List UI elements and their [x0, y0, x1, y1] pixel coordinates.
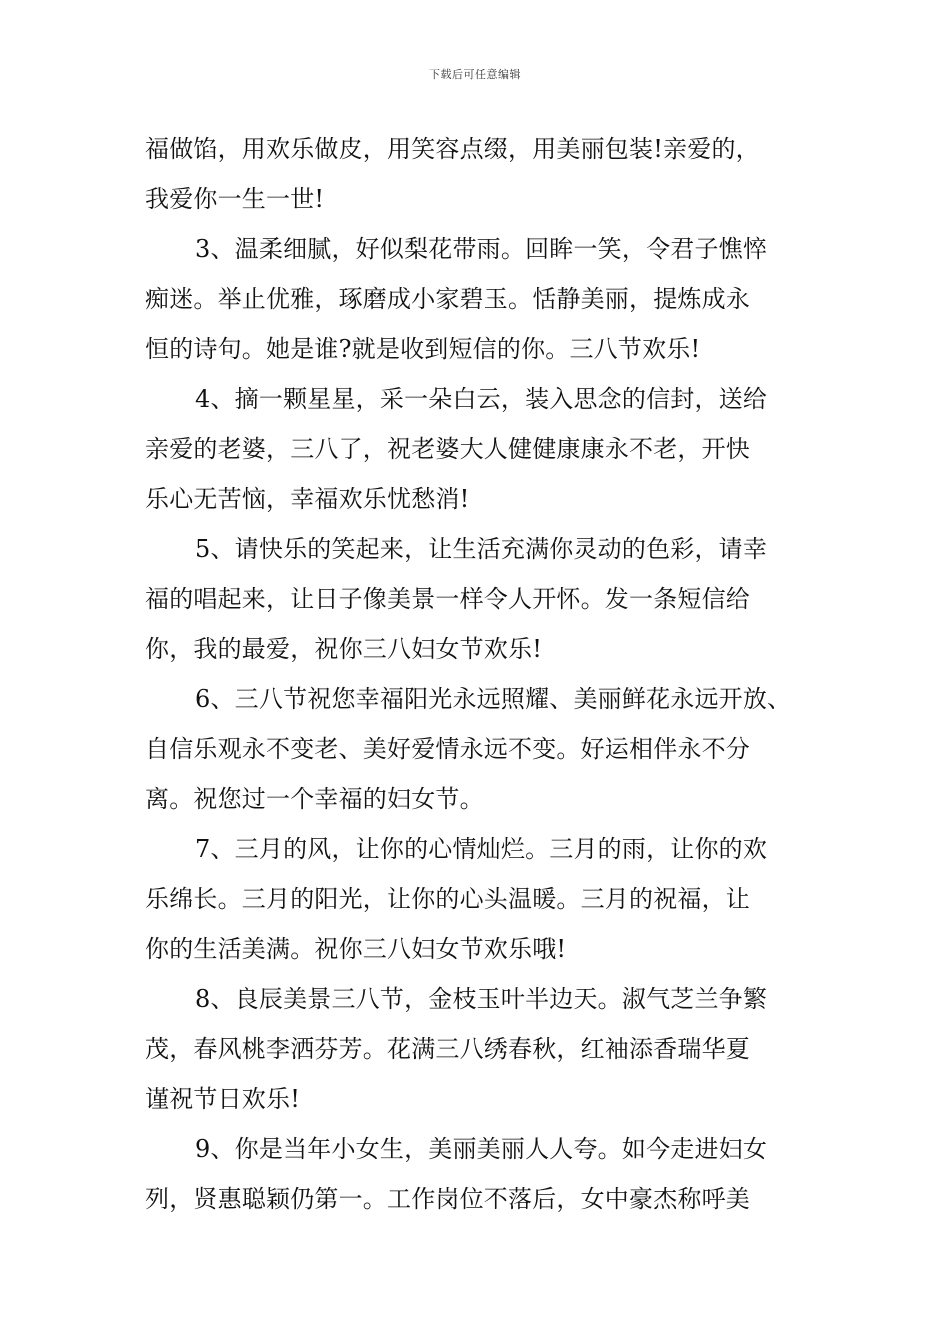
text-line: 自信乐观永不变老、美好爱情永远不变。好运相伴永不分 — [145, 735, 750, 763]
text-line: 9、你是当年小女生，美丽美丽人人夸。如今走进妇女 — [195, 1135, 768, 1163]
text-line: 痴迷。举止优雅，琢磨成小家碧玉。恬静美丽，提炼成永 — [145, 285, 750, 313]
text-line: 我爱你一生一世! — [145, 185, 325, 213]
text-line: 8、良辰美景三八节，金枝玉叶半边天。淑气芝兰争繁 — [195, 985, 768, 1013]
text-line: 离。祝您过一个幸福的妇女节。 — [145, 785, 484, 813]
text-line: 亲爱的老婆，三八了，祝老婆大人健健康康永不老，开快 — [145, 435, 750, 463]
text-line: 5、请快乐的笑起来，让生活充满你灵动的色彩，请幸 — [195, 535, 768, 563]
text-line: 3、温柔细腻，好似梨花带雨。回眸一笑，令君子憔悴 — [195, 235, 768, 263]
text-line: 列，贤惠聪颖仍第一。工作岗位不落后，女中豪杰称呼美 — [145, 1185, 750, 1213]
text-line: 乐心无苦恼，幸福欢乐忧愁消! — [145, 485, 470, 513]
text-line: 你的生活美满。祝你三八妇女节欢乐哦! — [145, 935, 567, 963]
text-line: 你，我的最爱，祝你三八妇女节欢乐! — [145, 635, 543, 663]
text-line: 6、三八节祝您幸福阳光永远照耀、美丽鲜花永远开放、 — [195, 685, 792, 713]
text-line: 福做馅，用欢乐做皮，用笑容点缀，用美丽包装!亲爱的， — [145, 135, 760, 163]
text-line: 乐绵长。三月的阳光，让你的心头温暖。三月的祝福，让 — [145, 885, 750, 913]
document-body — [145, 124, 810, 1224]
text-line: 福的唱起来，让日子像美景一样令人开怀。发一条短信给 — [145, 585, 750, 613]
text-line: 谨祝节日欢乐! — [145, 1085, 301, 1113]
text-line: 7、三月的风，让你的心情灿烂。三月的雨，让你的欢 — [195, 835, 768, 863]
text-line: 茂，春风桃李洒芬芳。花满三八绣春秋，红袖添香瑞华夏 — [145, 1035, 750, 1063]
text-line: 4、摘一颗星星，采一朵白云，装入思念的信封，送给 — [195, 385, 768, 413]
text-line: 恒的诗句。她是谁?就是收到短信的你。三八节欢乐! — [145, 335, 701, 363]
page-header: 下载后可任意编辑 — [429, 68, 521, 81]
